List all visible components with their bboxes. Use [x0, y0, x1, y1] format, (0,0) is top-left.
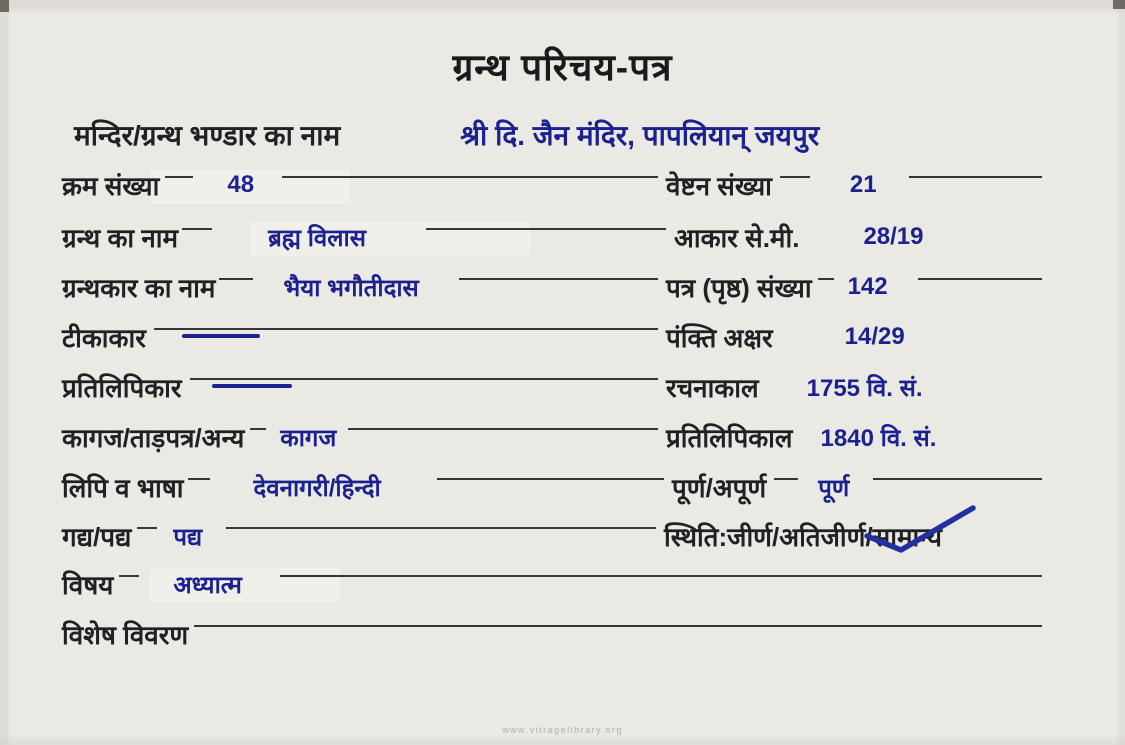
rule-line — [426, 228, 640, 230]
rule-line — [640, 278, 658, 280]
rule-line — [640, 328, 658, 330]
field-row-prose-condition — [62, 517, 1042, 555]
size-label: आकार से.मी. — [674, 223, 800, 253]
author-label: ग्रन्थकार का नाम — [62, 273, 216, 303]
script-language-label: लिपि व भाषा — [62, 473, 184, 503]
copyist-label: प्रतिलिपिकार — [62, 373, 182, 403]
completeness-value: पूर्ण — [818, 474, 850, 502]
special-details-label: विशेष विवरण — [62, 620, 189, 650]
rule-line — [437, 478, 640, 480]
field-row-temple-name — [62, 116, 1042, 154]
rule-line — [909, 176, 1042, 178]
field-row-author-pages — [62, 268, 1042, 306]
bundle-value: 21 — [849, 171, 877, 198]
rule-line — [918, 278, 1042, 280]
granth-name-value: ब्रह्म विलास — [268, 224, 366, 252]
rule-line — [640, 176, 658, 178]
watermark-text: www.vitragelibrary.org — [502, 725, 623, 735]
rule-line — [119, 575, 139, 577]
rule-line — [188, 478, 210, 480]
rule-line — [640, 478, 664, 480]
rule-line — [137, 527, 157, 529]
condition-label: स्थिति:जीर्ण/अतिजीर्ण/ — [664, 522, 873, 552]
field-row-subject — [62, 565, 1042, 603]
field-row-serial-bundle — [62, 166, 1042, 204]
scan-corner-mark — [0, 0, 9, 12]
rule-line — [459, 278, 640, 280]
blank-dash-mark — [212, 384, 292, 388]
blank-dash-mark — [182, 334, 260, 338]
rule-line — [154, 328, 640, 330]
rule-line — [348, 428, 640, 430]
rule-line — [818, 278, 834, 280]
rule-line — [165, 176, 193, 178]
copy-date-label: प्रतिलिपिकाल — [666, 423, 793, 453]
granth-name-label: ग्रन्थ का नाम — [62, 223, 179, 253]
rule-line — [182, 228, 212, 230]
completeness-label: पूर्ण/अपूर्ण — [672, 473, 767, 503]
rule-line — [640, 228, 666, 230]
commentator-label: टीकाकार — [62, 323, 146, 353]
script-language-value: देवनागरी/हिन्दी — [253, 474, 381, 502]
scan-corner-mark — [1113, 0, 1125, 9]
rule-line — [640, 378, 658, 380]
rule-line — [190, 378, 640, 380]
rule-line — [280, 575, 1042, 577]
size-value: 28/19 — [863, 223, 924, 250]
rule-line — [194, 625, 1042, 627]
field-row-script-complete — [62, 468, 1042, 506]
material-label: कागज/ताड़पत्र/अन्य — [62, 423, 245, 453]
rule-line — [226, 527, 640, 529]
serial-label: क्रम संख्या — [62, 171, 160, 201]
field-row-copyist-composition — [62, 368, 1042, 406]
rule-line — [282, 176, 640, 178]
subject-label: विषय — [62, 570, 114, 600]
field-row-material-copydate — [62, 418, 1042, 456]
prose-verse-value: पद्य — [173, 523, 203, 551]
leaf-count-label: पत्र (पृष्ठ) संख्या — [666, 273, 812, 303]
copy-date-value: 1840 वि. सं. — [820, 424, 937, 452]
temple-name-label: मन्दिर/ग्रन्थ भण्डार का नाम — [74, 120, 341, 151]
author-value: भैया भगौतीदास — [283, 274, 419, 302]
temple-name-value: श्री दि. जैन मंदिर, पापलियान् जयपुर — [460, 120, 820, 151]
composition-date-value: 1755 वि. सं. — [806, 374, 923, 402]
subject-value: अध्यात्म — [173, 571, 242, 599]
lines-letters-label: पंक्ति अक्षर — [666, 323, 773, 353]
field-row-commentator-lines — [62, 318, 1042, 356]
material-value: कागज — [280, 424, 337, 452]
rule-line — [640, 527, 656, 529]
lines-letters-value: 14/29 — [844, 323, 905, 350]
page-title: ग्रन्थ परिचय-पत्र — [452, 47, 673, 88]
rule-line — [219, 278, 253, 280]
rule-line — [250, 428, 266, 430]
condition-checked-option: सामान्य — [872, 522, 943, 552]
field-row-special-details — [62, 615, 1042, 653]
composition-date-label: रचनाकाल — [666, 373, 759, 403]
field-row-name-size — [62, 218, 1042, 256]
serial-value: 48 — [227, 171, 255, 198]
bundle-label: वेष्टन संख्या — [666, 171, 772, 201]
rule-line — [640, 428, 658, 430]
rule-line — [873, 478, 1042, 480]
prose-verse-label: गद्य/पद्य — [62, 522, 132, 552]
rule-line — [774, 478, 798, 480]
rule-line — [780, 176, 810, 178]
leaf-count-value: 142 — [847, 273, 888, 300]
